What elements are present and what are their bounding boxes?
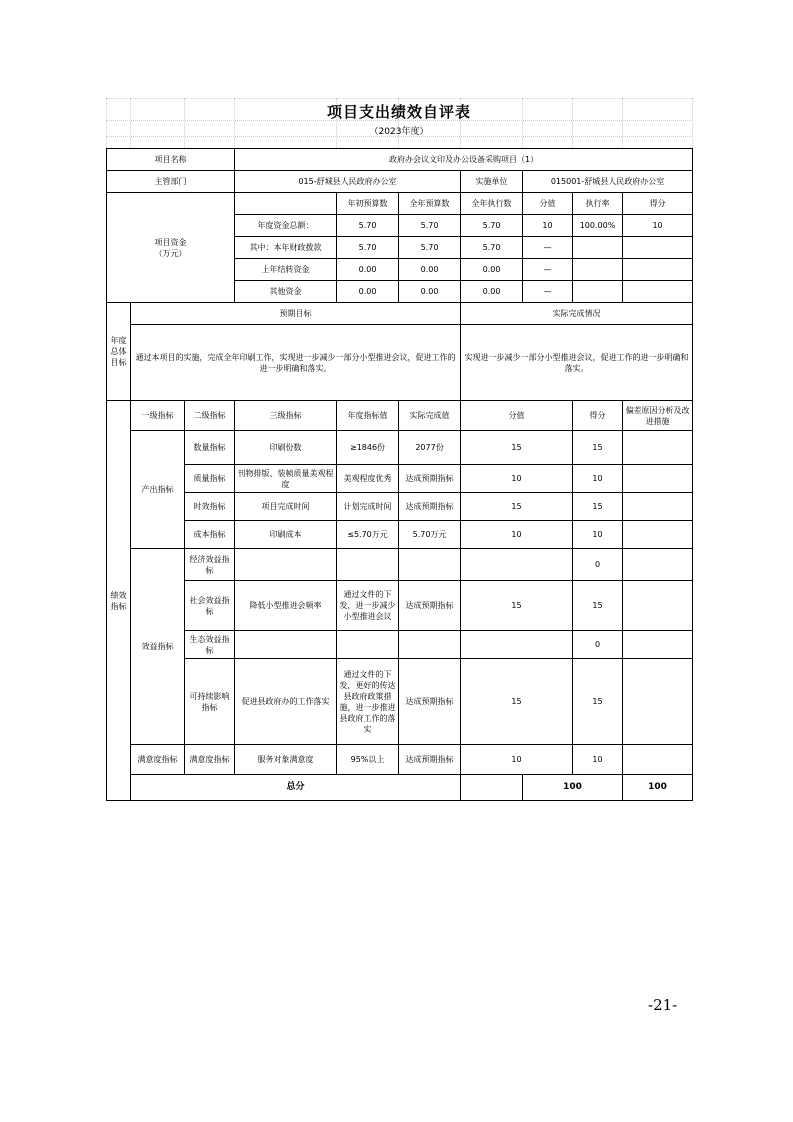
- indicator-value: 15: [461, 493, 573, 521]
- indicator-header-level1: 一级指标: [131, 401, 185, 431]
- evaluation-table: [106, 148, 693, 801]
- total-row: [107, 775, 693, 801]
- indicator-header-target: 年度指标值: [337, 401, 399, 431]
- funds-rate: 100.00%: [573, 215, 623, 237]
- indicator-target: [337, 549, 399, 581]
- funds-annual: 0.00: [399, 259, 461, 281]
- funds-initial: 0.00: [337, 281, 399, 303]
- project-name-value: 政府办会议文印及办公设备采购项目（1）: [235, 149, 693, 171]
- indicator-score: 10: [573, 465, 623, 493]
- funds-score-value: —: [523, 281, 573, 303]
- indicator-value: [461, 631, 573, 659]
- indicator-row: [107, 465, 693, 493]
- actual-completion-header: 实际完成情况: [461, 303, 693, 325]
- indicator-actual: 达成预期指标: [399, 659, 461, 745]
- page-number: -21-: [648, 996, 678, 1014]
- funds-row-label: 上年结转资金: [235, 259, 337, 281]
- indicator-level3: 服务对象满意度: [235, 745, 337, 775]
- indicator-actual: 达成预期指标: [399, 465, 461, 493]
- indicator-level2: 时效指标: [185, 493, 235, 521]
- indicator-header-level3: 三级指标: [235, 401, 337, 431]
- indicator-note: [623, 493, 693, 521]
- goals-text-row: [107, 325, 693, 401]
- indicator-level3: 刊物排版、装帧质量美观程度: [235, 465, 337, 493]
- indicator-note: [623, 431, 693, 465]
- indicator-value: 15: [461, 659, 573, 745]
- benefit-indicator-label: 效益指标: [131, 549, 185, 745]
- indicator-actual: 达成预期指标: [399, 745, 461, 775]
- indicator-header-row: [107, 401, 693, 431]
- funds-executed: 5.70: [461, 237, 523, 259]
- indicator-value: 15: [461, 431, 573, 465]
- indicator-note: [623, 581, 693, 631]
- funds-score: [623, 281, 693, 303]
- funds-executed: 5.70: [461, 215, 523, 237]
- indicator-level2: 可持续影响指标: [185, 659, 235, 745]
- indicator-note: [623, 549, 693, 581]
- indicator-score: 0: [573, 549, 623, 581]
- funds-header-annual: 全年预算数: [399, 193, 461, 215]
- funds-annual: 5.70: [399, 237, 461, 259]
- indicator-target: 计划完成时间: [337, 493, 399, 521]
- funds-header-initial: 年初预算数: [337, 193, 399, 215]
- indicator-header-level2: 二级指标: [185, 401, 235, 431]
- satisfaction-indicator-label: 满意度指标: [131, 745, 185, 775]
- indicator-score: 15: [573, 431, 623, 465]
- funds-header-row: [107, 193, 693, 215]
- indicator-note: [623, 521, 693, 549]
- indicator-note: [623, 745, 693, 775]
- implementing-unit-label: 实施单位: [461, 171, 523, 193]
- indicator-target: ≥1846份: [337, 431, 399, 465]
- indicator-actual: 达成预期指标: [399, 581, 461, 631]
- indicator-level2: 生态效益指标: [185, 631, 235, 659]
- output-indicator-label: 产出指标: [131, 431, 185, 549]
- indicator-level3: [235, 549, 337, 581]
- indicator-actual: 5.70万元: [399, 521, 461, 549]
- indicator-note: [623, 465, 693, 493]
- indicator-value: 10: [461, 745, 573, 775]
- indicator-level2: 质量指标: [185, 465, 235, 493]
- funds-annual: 0.00: [399, 281, 461, 303]
- expected-goal-text: 通过本项目的实施，完成全年印刷工作，实现进一步减少一部分小型推进会议，促进工作的进一步明确和落实。: [131, 325, 461, 401]
- funds-initial: 5.70: [337, 237, 399, 259]
- department-label: 主管部门: [107, 171, 235, 193]
- indicator-value: 10: [461, 465, 573, 493]
- indicator-target: [337, 631, 399, 659]
- funds-row-label: 年度资金总额：: [235, 215, 337, 237]
- funds-rate: [573, 281, 623, 303]
- indicator-row: [107, 431, 693, 465]
- indicator-level2: 社会效益指标: [185, 581, 235, 631]
- page-subtitle: （2023年度）: [369, 127, 429, 137]
- indicator-level3: 促进县政府办的工作落实: [235, 659, 337, 745]
- indicator-target: ≤5.70万元: [337, 521, 399, 549]
- indicator-target: 通过文件的下发，更好的传达县政府政策措施，进一步推进县政府工作的落实: [337, 659, 399, 745]
- indicator-level3: 印刷成本: [235, 521, 337, 549]
- indicator-actual: 达成预期指标: [399, 493, 461, 521]
- indicator-actual: 2077份: [399, 431, 461, 465]
- funds-row-label: 其他资金: [235, 281, 337, 303]
- indicator-actual: [399, 549, 461, 581]
- indicator-header-value: 分值: [461, 401, 573, 431]
- indicator-level3: [235, 631, 337, 659]
- funds-header-score: 得分: [623, 193, 693, 215]
- indicator-header-actual: 实际完成值: [399, 401, 461, 431]
- total-blank: [461, 775, 523, 801]
- indicator-row: [107, 581, 693, 631]
- funds-score: [623, 237, 693, 259]
- indicator-level2: 满意度指标: [185, 745, 235, 775]
- indicator-row: [107, 659, 693, 745]
- funds-initial: 5.70: [337, 215, 399, 237]
- indicator-value: 15: [461, 581, 573, 631]
- department-value: 015-舒城县人民政府办公室: [235, 171, 461, 193]
- funds-score-value: —: [523, 259, 573, 281]
- total-score: 100: [623, 775, 693, 801]
- indicator-level2: 成本指标: [185, 521, 235, 549]
- funds-rate: [573, 259, 623, 281]
- indicator-target: 美观程度优秀: [337, 465, 399, 493]
- funds-initial: 0.00: [337, 259, 399, 281]
- page-title: 项目支出绩效自评表: [326, 103, 471, 121]
- indicator-level3: 印刷份数: [235, 431, 337, 465]
- indicator-level3: 降低小型推进会频率: [235, 581, 337, 631]
- project-name-label: 项目名称: [107, 149, 235, 171]
- indicator-value: 10: [461, 521, 573, 549]
- indicator-note: [623, 659, 693, 745]
- department-row: [107, 171, 693, 193]
- indicator-row: [107, 493, 693, 521]
- funds-executed: 0.00: [461, 281, 523, 303]
- indicator-score: 15: [573, 493, 623, 521]
- indicator-row: [107, 631, 693, 659]
- indicator-target: 通过文件的下发，进一步减少小型推进会议: [337, 581, 399, 631]
- implementing-unit-value: 015001-舒城县人民政府办公室: [523, 171, 693, 193]
- actual-completion-text: 实现进一步减少一部分小型推进会议，促进工作的进一步明确和落实。: [461, 325, 693, 401]
- indicator-score: 0: [573, 631, 623, 659]
- funds-score: 10: [623, 215, 693, 237]
- funds-section-label: 项目资金 （万元）: [107, 193, 235, 303]
- expected-goal-header: 预期目标: [131, 303, 461, 325]
- project-name-row: [107, 149, 693, 171]
- funds-header-executed: 全年执行数: [461, 193, 523, 215]
- funds-header-score-value: 分值: [523, 193, 573, 215]
- indicator-row: [107, 521, 693, 549]
- indicator-level2: 经济效益指标: [185, 549, 235, 581]
- funds-score-value: —: [523, 237, 573, 259]
- funds-executed: 0.00: [461, 259, 523, 281]
- indicator-actual: [399, 631, 461, 659]
- annual-goal-side-label: 年度总体目标: [107, 303, 131, 401]
- indicator-score: 15: [573, 659, 623, 745]
- indicator-header-note: 偏差原因分析及改进措施: [623, 401, 693, 431]
- total-label: 总分: [131, 775, 461, 801]
- indicator-target: 95%以上: [337, 745, 399, 775]
- total-value: 100: [523, 775, 623, 801]
- indicator-level2: 数量指标: [185, 431, 235, 465]
- indicator-value: [461, 549, 573, 581]
- funds-header-blank: [235, 193, 337, 215]
- funds-score: [623, 259, 693, 281]
- funds-annual: 5.70: [399, 215, 461, 237]
- indicator-score: 15: [573, 581, 623, 631]
- indicator-score: 10: [573, 521, 623, 549]
- funds-header-rate: 执行率: [573, 193, 623, 215]
- funds-score-value: 10: [523, 215, 573, 237]
- performance-indicator-side-label: 绩效指标: [107, 401, 131, 801]
- goals-header-row: [107, 303, 693, 325]
- indicator-level3: 项目完成时间: [235, 493, 337, 521]
- funds-row-label: 其中：本年财政拨款: [235, 237, 337, 259]
- indicator-header-score: 得分: [573, 401, 623, 431]
- indicator-note: [623, 631, 693, 659]
- indicator-score: 10: [573, 745, 623, 775]
- funds-rate: [573, 237, 623, 259]
- indicator-row: [107, 549, 693, 581]
- indicator-row: [107, 745, 693, 775]
